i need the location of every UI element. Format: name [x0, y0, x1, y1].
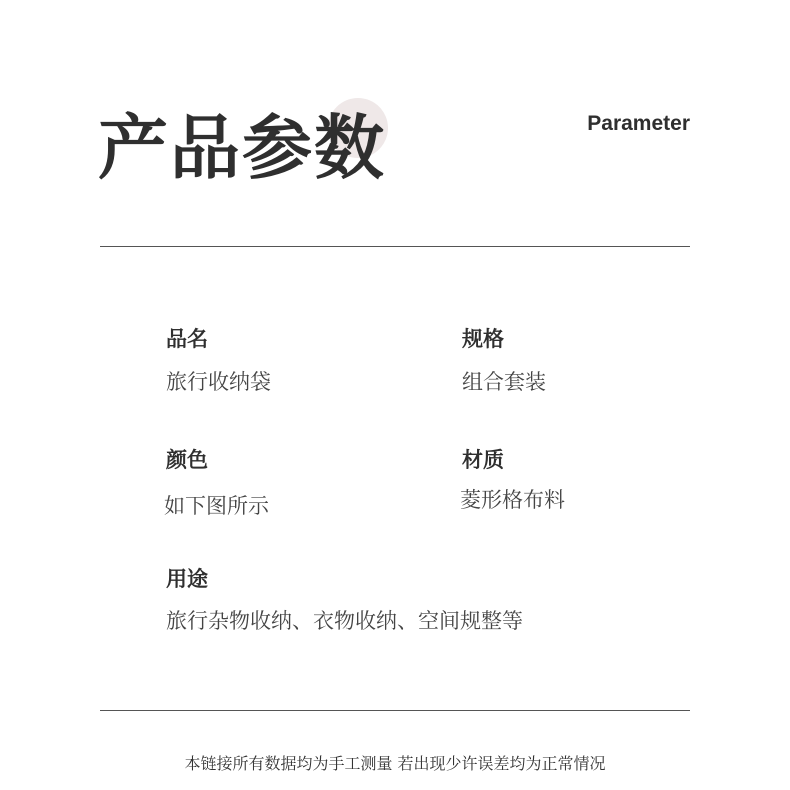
measurement-disclaimer: 本链接所有数据均为手工测量 若出现少许误差均为正常情况	[184, 754, 606, 773]
param-material-label: 材质	[462, 448, 504, 472]
page-subtitle: Parameter	[587, 112, 690, 135]
top-divider	[100, 246, 690, 247]
bottom-divider	[100, 710, 690, 711]
param-usage-label: 用途	[166, 567, 208, 591]
param-material-value: 菱形格布料	[460, 488, 565, 512]
param-color-value: 如下图所示	[164, 494, 269, 518]
param-color-label: 颜色	[166, 448, 208, 472]
param-name-value: 旅行收纳袋	[166, 370, 271, 394]
page-title: 产品参数	[98, 107, 386, 189]
param-spec-label: 规格	[462, 327, 504, 351]
param-usage-value: 旅行杂物收纳、衣物收纳、空间规整等	[166, 609, 523, 633]
param-spec-value: 组合套装	[462, 370, 546, 394]
param-name-label: 品名	[166, 327, 208, 351]
